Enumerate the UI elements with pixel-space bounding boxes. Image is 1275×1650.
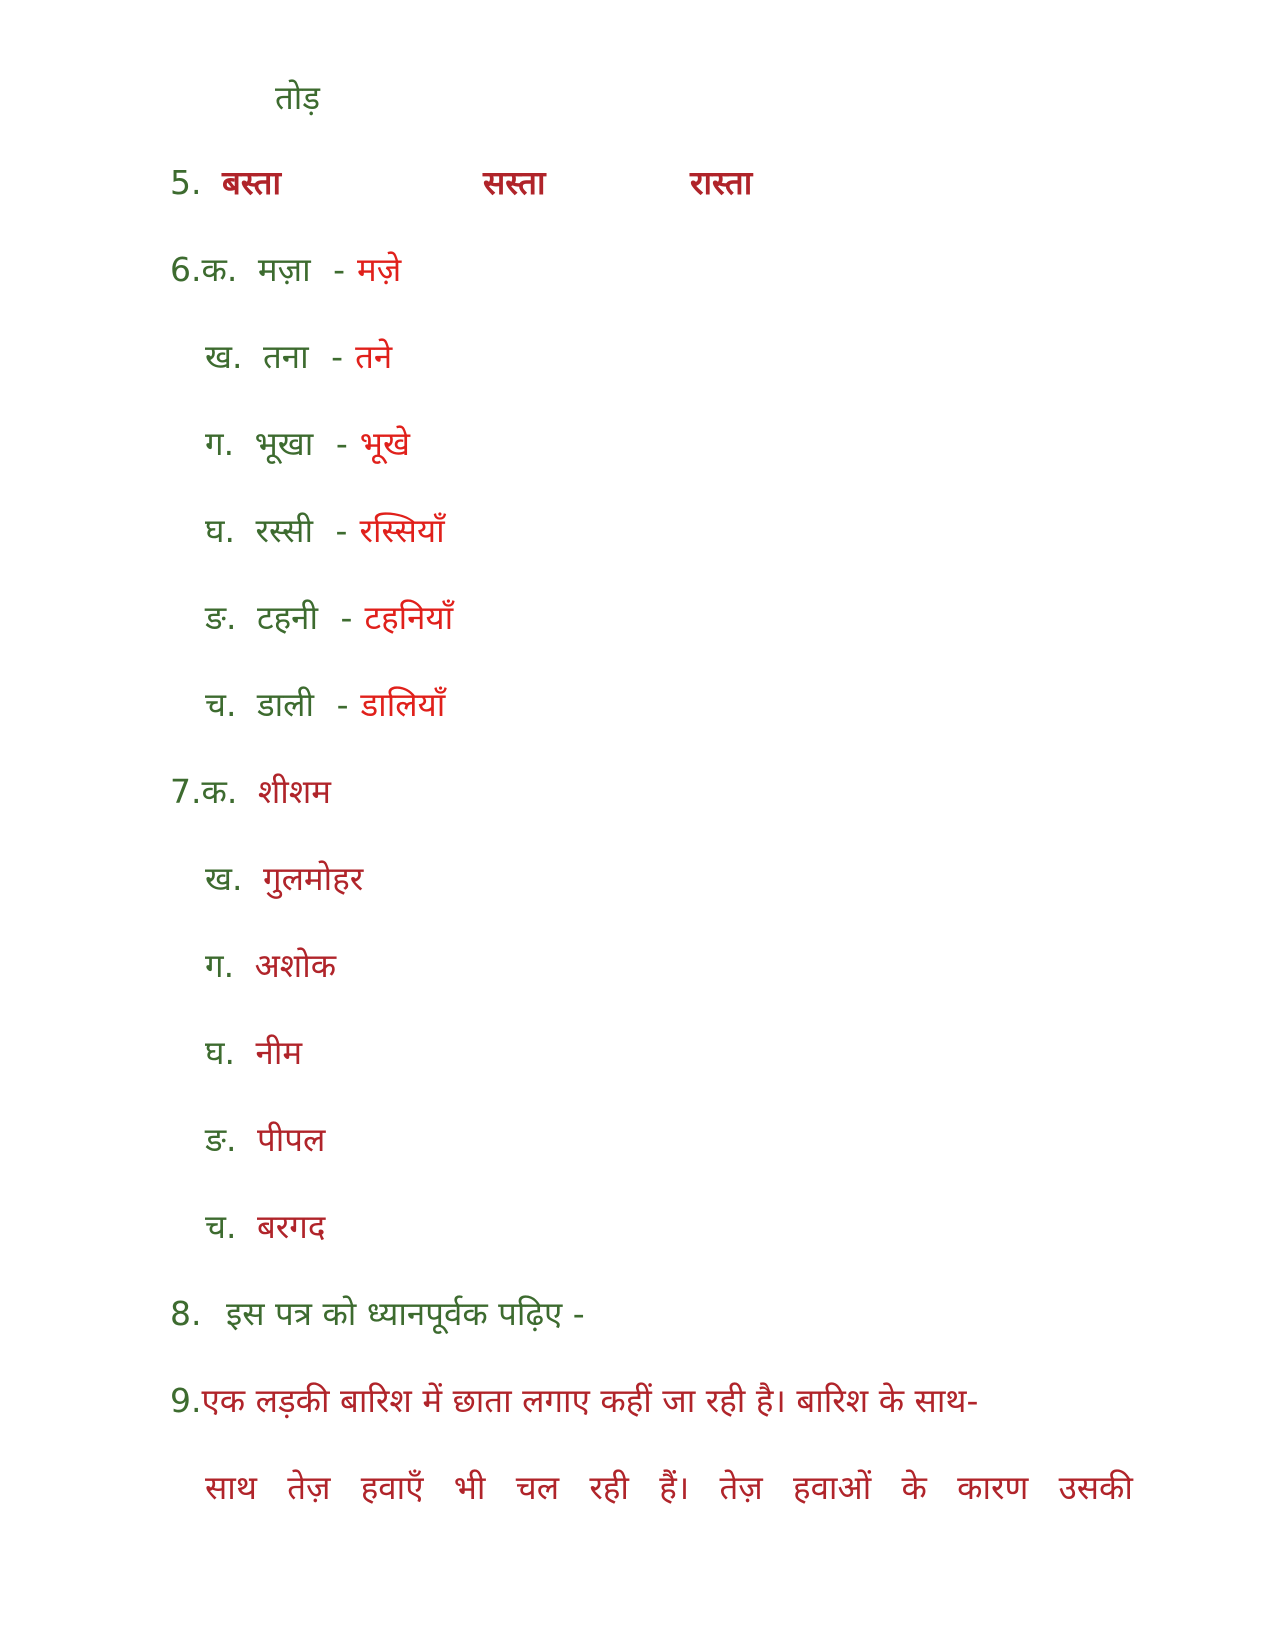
q6-item-label: ख. [205,337,243,376]
q9-word: तेज़ [287,1468,331,1507]
q6-item [170,250,401,290]
q9-word: के [901,1468,927,1507]
q6-item-label: च. [205,685,237,724]
q6-item-dash: - [333,250,346,289]
q5-number: 5. [170,163,202,202]
q6-number: 6. [170,250,202,289]
q7-item [170,772,331,812]
q7-item-label: ख. [205,859,243,898]
q6-item-word: भूखा [254,424,314,463]
q6-item-label: ग. [205,424,235,463]
q6-item-dash: - [335,511,348,550]
q7-item [205,859,363,899]
q6-item-word: टहनी [257,598,319,637]
q9-word: रही [589,1468,629,1507]
q9-word: कारण [957,1468,1029,1507]
q6-item [205,424,410,464]
q9-word: उसकी [1058,1468,1133,1507]
q6-item-word: रस्सी [255,511,314,550]
q5-word-2: सस्ता [483,163,546,202]
q6-item-word: मज़ा [257,250,311,289]
q8-number: 8. [170,1294,202,1333]
q6-item-label: ङ. [205,598,237,637]
q9-word: चल [515,1468,560,1507]
q6-item-word: डाली [256,685,315,724]
q6-item [205,511,445,551]
q9-number: 9. [170,1381,202,1420]
q7-item-label: ग. [205,946,235,985]
q6-item-dash: - [331,337,344,376]
q6-item-answer: डालियाँ [360,685,446,724]
q5-word-3: रास्ता [690,163,753,202]
q7-item [205,1120,325,1160]
q6-item-label: क. [201,250,238,289]
q6-item-answer: टहनियाँ [364,598,454,637]
q7-item [205,946,336,986]
q7-item-label: घ. [205,1033,235,1072]
q7-item-answer: नीम [255,1033,303,1072]
q7-item [205,1207,325,1247]
q8-row [170,1294,585,1334]
q7-item-label: क. [201,772,238,811]
q6-item-answer: मज़े [357,250,402,289]
q7-item-label: च. [205,1207,237,1246]
q6-item-dash: - [336,685,349,724]
q6-item-answer: रस्सियाँ [359,511,445,550]
q9-word: तेज़ [719,1468,763,1507]
q9-text-line-1: एक लड़की बारिश में छाता लगाए कहीं जा रही है। बारिश के साथ- [201,1381,979,1420]
q5-word-1: बस्ता [222,163,282,202]
q9-word: हैं। [659,1468,690,1507]
q9-line-2 [205,1468,1133,1508]
q8-text: इस पत्र को ध्यानपूर्वक पढ़िए - [226,1294,585,1333]
q6-item [205,337,392,377]
q6-item-word: तना [262,337,309,376]
q6-item-dash: - [335,424,348,463]
q9-word: हवाएँ [360,1468,424,1507]
q5-row [170,163,202,203]
q6-item-dash: - [340,598,353,637]
q6-item [205,598,453,638]
q7-item [205,1033,302,1073]
q7-item-answer: पीपल [257,1120,326,1159]
q9-line-1 [170,1381,978,1421]
q9-word: हवाओं [793,1468,872,1507]
q9-word: भी [453,1468,486,1507]
q6-item-label: घ. [205,511,235,550]
q6-item-answer: भूखे [359,424,410,463]
q7-item-label: ङ. [205,1120,237,1159]
q7-item-answer: अशोक [254,946,337,985]
q7-item-answer: गुलमोहर [262,859,364,898]
q6-item-answer: तने [355,337,393,376]
q7-item-answer: बरगद [256,1207,326,1246]
q7-number: 7. [170,772,202,811]
q6-item [205,685,445,725]
q7-item-answer: शीशम [257,772,332,811]
top-word: तोड़ [275,78,321,117]
q9-word: साथ [205,1468,257,1507]
